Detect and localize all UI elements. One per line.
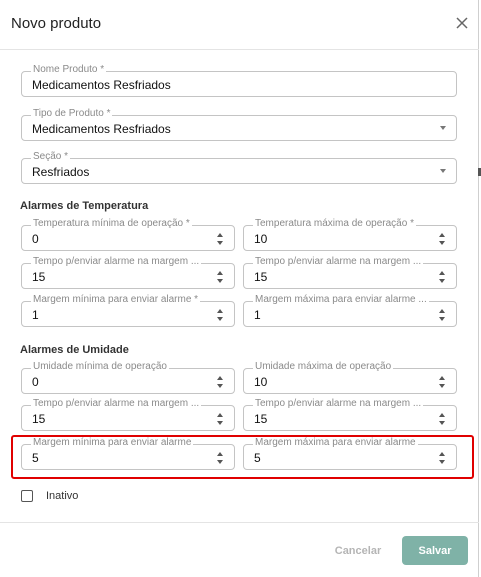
spinner-icon[interactable] <box>438 412 446 426</box>
temp-margin-min-label: Margem mínima para enviar alarme * <box>33 294 199 305</box>
temp-alarm-time-min-value: 15 <box>32 270 46 284</box>
humidity-margin-max-value: 5 <box>254 451 261 465</box>
temp-min-operation-label: Temperatura mínima de operação * <box>33 218 190 229</box>
temp-alarm-time-max-input[interactable] <box>243 256 457 289</box>
humidity-alarm-time-min-input[interactable] <box>21 398 235 431</box>
temp-margin-max-label: Margem máxima para enviar alarme ... <box>255 294 427 305</box>
humidity-alarm-time-max-input[interactable] <box>243 398 457 431</box>
dialog-header <box>0 0 479 50</box>
product-type-label: Tipo de Produto * <box>33 108 111 119</box>
humidity-margin-min-value: 5 <box>32 451 39 465</box>
temp-alarm-time-max-value: 15 <box>254 270 268 284</box>
spinner-icon[interactable] <box>216 308 224 322</box>
dropdown-arrow-icon <box>440 169 446 173</box>
close-icon[interactable] <box>453 14 471 32</box>
inactive-checkbox[interactable] <box>21 490 33 502</box>
spinner-icon[interactable] <box>438 270 446 284</box>
temp-alarm-time-max-label: Tempo p/enviar alarme na margem ... <box>255 256 422 267</box>
dialog-title: Novo produto <box>11 15 102 32</box>
humidity-min-operation-input[interactable] <box>21 361 235 394</box>
humidity-max-operation-label: Umidade máxima de operação <box>255 361 392 372</box>
spinner-icon[interactable] <box>438 232 446 246</box>
temp-margin-max-input[interactable] <box>243 294 457 327</box>
temperature-alarms-heading: Alarmes de Temperatura <box>20 200 149 212</box>
inactive-checkbox-row[interactable] <box>21 489 78 503</box>
temp-margin-min-value: 1 <box>32 308 39 322</box>
temp-margin-max-value: 1 <box>254 308 261 322</box>
humidity-max-operation-value: 10 <box>254 375 268 389</box>
section-select[interactable] <box>21 151 457 184</box>
humidity-alarm-time-max-value: 15 <box>254 412 268 426</box>
temp-alarm-time-min-input[interactable] <box>21 256 235 289</box>
humidity-margin-min-label: Margem mínima para enviar alarme <box>33 437 192 448</box>
temp-alarm-time-min-label: Tempo p/enviar alarme na margem ... <box>33 256 200 267</box>
section-label: Seção * <box>33 151 69 162</box>
spinner-icon[interactable] <box>216 232 224 246</box>
humidity-min-operation-label: Umidade mínima de operação <box>33 361 167 372</box>
product-name-label: Nome Produto * <box>33 64 105 75</box>
product-name-field[interactable] <box>21 64 457 97</box>
save-button[interactable]: Salvar <box>402 536 468 565</box>
temp-min-operation-input[interactable] <box>21 218 235 251</box>
humidity-max-operation-input[interactable] <box>243 361 457 394</box>
humidity-alarm-time-min-value: 15 <box>32 412 46 426</box>
spinner-icon[interactable] <box>216 375 224 389</box>
spinner-icon[interactable] <box>438 375 446 389</box>
temp-max-operation-value: 10 <box>254 232 268 246</box>
inactive-label: Inativo <box>46 490 79 502</box>
spinner-icon[interactable] <box>438 308 446 322</box>
humidity-alarm-time-max-label: Tempo p/enviar alarme na margem ... <box>255 398 422 409</box>
temp-min-operation-value: 0 <box>32 232 39 246</box>
temp-margin-min-input[interactable] <box>21 294 235 327</box>
cancel-button[interactable]: Cancelar <box>325 543 391 559</box>
dropdown-arrow-icon <box>440 126 446 130</box>
spinner-icon[interactable] <box>216 412 224 426</box>
section-value: Resfriados <box>32 165 90 179</box>
humidity-margin-max-label: Margem máxima para enviar alarme <box>255 437 416 448</box>
temp-max-operation-input[interactable] <box>243 218 457 251</box>
humidity-alarm-time-min-label: Tempo p/enviar alarme na margem ... <box>33 398 200 409</box>
product-name-value: Medicamentos Resfriados <box>32 78 171 92</box>
highlight-box <box>11 435 474 479</box>
product-type-value: Medicamentos Resfriados <box>32 122 171 136</box>
spinner-icon[interactable] <box>216 270 224 284</box>
humidity-alarms-heading: Alarmes de Umidade <box>20 344 129 356</box>
temp-max-operation-label: Temperatura máxima de operação * <box>255 218 414 229</box>
humidity-min-operation-value: 0 <box>32 375 39 389</box>
dialog-footer <box>0 522 479 577</box>
product-type-select[interactable] <box>21 108 457 141</box>
